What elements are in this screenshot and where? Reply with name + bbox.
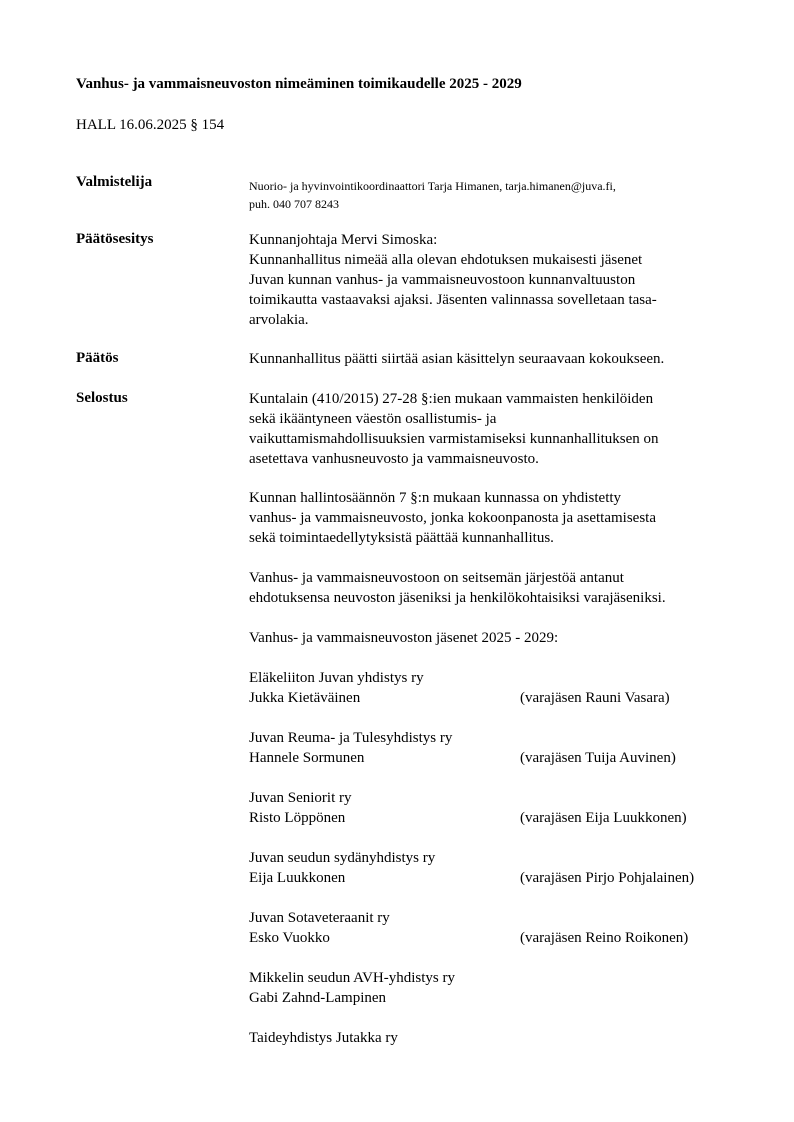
member-person: Hannele Sormunen [249, 750, 365, 766]
member-organization: Mikkelin seudun AVH-yhdistys ry [249, 970, 455, 986]
selostus-line: sekä toimintaedellytyksistä päättää kunnanhallitus. [249, 530, 554, 546]
valmistelija-line: puh. 040 707 8243 [249, 197, 339, 211]
member-organization: Juvan Sotaveteraanit ry [249, 910, 390, 926]
selostus-line: Kunnan hallintosäännön 7 §:n mukaan kunnassa on yhdistetty [249, 490, 622, 506]
member-entry [249, 1028, 398, 1048]
selostus-line: sekä ikääntyneen väestön osallistumis- ja [249, 411, 497, 427]
member-entry [249, 788, 687, 828]
member-organization: Taideyhdistys Jutakka ry [249, 1030, 398, 1046]
paatosesitys-line: Juvan kunnan vanhus- ja vammaisneuvostoon kunnanvaltuuston [249, 272, 636, 288]
paatosesitys-line: Kunnanjohtaja Mervi Simoska: [249, 232, 438, 248]
member-person: Risto Löppönen [249, 810, 346, 826]
member-organization: Juvan Reuma- ja Tulesyhdistys ry [249, 730, 453, 746]
selostus-line: vaikuttamismahdollisuuksien varmistamiseksi kunnanhallituksen on [249, 431, 659, 447]
selostus-paragraph-2 [249, 488, 656, 548]
member-deputy: (varajäsen Tuija Auvinen) [520, 750, 676, 766]
label-paatos: Päätös [76, 350, 119, 366]
paatos-content [249, 349, 664, 369]
member-organization: Juvan seudun sydänyhdistys ry [249, 850, 436, 866]
member-entry [249, 728, 676, 768]
members-heading: Vanhus- ja vammaisneuvoston jäsenet 2025 - 2029: [249, 630, 559, 646]
selostus-line: ehdotuksensa neuvoston jäseniksi ja henkilökohtaisiksi varajäseniksi. [249, 590, 666, 606]
meeting-reference: HALL 16.06.2025 § 154 [76, 117, 225, 133]
selostus-line: Vanhus- ja vammaisneuvostoon on seitsemän järjestöä antanut [249, 570, 624, 586]
member-entry [249, 848, 695, 888]
selostus-line: asetettava vanhusneuvosto ja vammaisneuvosto. [249, 451, 539, 467]
member-entry [249, 908, 689, 948]
member-person: Jukka Kietäväinen [249, 690, 361, 706]
valmistelija-line: Nuorio- ja hyvinvointikoordinaattori Tarja Himanen, tarja.himanen@juva.fi, [249, 179, 616, 193]
document-title: Vanhus- ja vammaisneuvoston nimeäminen toimikaudelle 2025 - 2029 [76, 76, 522, 92]
member-person: Esko Vuokko [249, 930, 330, 946]
member-person: Gabi Zahnd-Lampinen [249, 990, 387, 1006]
member-deputy: (varajäsen Rauni Vasara) [520, 690, 670, 706]
paatosesitys-line: toimikautta vastaavaksi ajaksi. Jäsenten valinnassa sovelletaan tasa- [249, 292, 657, 308]
label-valmistelija: Valmistelija [76, 174, 153, 190]
member-organization: Juvan Seniorit ry [249, 790, 352, 806]
valmistelija-content [249, 177, 616, 213]
member-deputy: (varajäsen Reino Roikonen) [520, 930, 689, 946]
selostus-line: Kuntalain (410/2015) 27-28 §:ien mukaan vammaisten henkilöiden [249, 391, 654, 407]
paatosesitys-content [249, 230, 657, 330]
paatos-line: Kunnanhallitus päätti siirtää asian käsittelyn seuraavaan kokoukseen. [249, 351, 665, 367]
member-organization: Eläkeliiton Juvan yhdistys ry [249, 670, 424, 686]
label-selostus: Selostus [76, 390, 128, 406]
label-paatosesitys: Päätösesitys [76, 231, 154, 247]
member-entry [249, 668, 670, 708]
paatosesitys-line: arvolakia. [249, 312, 309, 328]
member-person: Eija Luukkonen [249, 870, 346, 886]
paatosesitys-line: Kunnanhallitus nimeää alla olevan ehdotuksen mukaisesti jäsenet [249, 252, 643, 268]
selostus-paragraph-3 [249, 568, 666, 608]
member-entry [249, 968, 455, 1008]
member-deputy: (varajäsen Eija Luukkonen) [520, 810, 687, 826]
member-deputy: (varajäsen Pirjo Pohjalainen) [520, 870, 695, 886]
selostus-paragraph-1 [249, 389, 659, 469]
selostus-line: vanhus- ja vammaisneuvosto, jonka kokoonpanosta ja asettamisesta [249, 510, 656, 526]
